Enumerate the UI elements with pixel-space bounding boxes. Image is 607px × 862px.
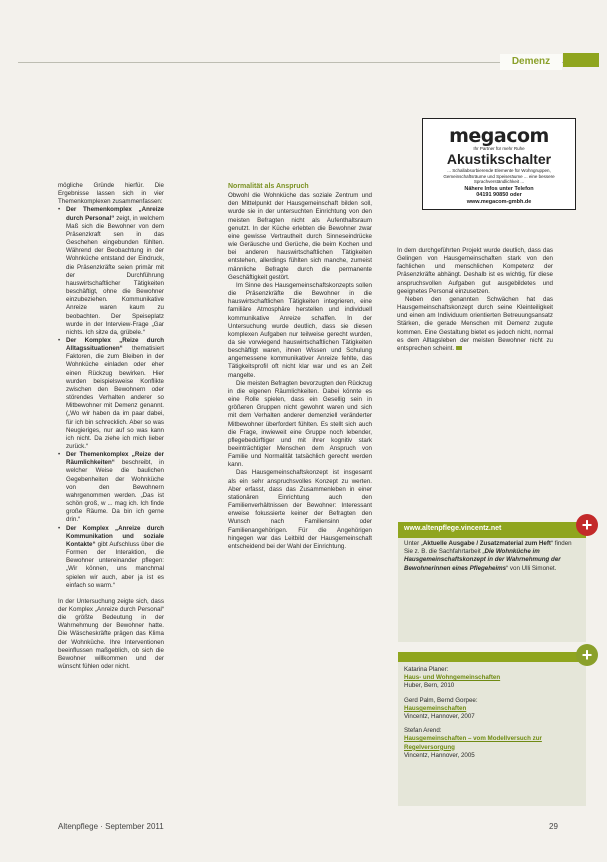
finding-head: Der Komplex „Reize durch Alltagssituationen“ xyxy=(66,336,164,353)
online-text-part: “ von Ulli Simonet. xyxy=(506,564,557,572)
literature-publisher: Vincentz, Hannover, 2007 xyxy=(404,713,475,721)
literature-author: Gerd Palm, Bernd Gorpee: xyxy=(404,696,478,704)
article-column-1 xyxy=(58,182,164,671)
literature-list xyxy=(398,662,586,806)
section-color-bar xyxy=(563,53,599,67)
col1-intro: mögliche Gründe hierfür. Die Ergebnisse lassen sich in vier Themenkomplexen zusammenfassen: xyxy=(58,182,164,206)
literature-entry xyxy=(404,666,580,691)
finding-text: beschreibt, in welcher Weise die baulichen Gegebenheiten der Wohnküche von den Bewohnern wahrgenommen werden. „Das ist schön groß, w ... mag ich. Ich finde große Räume. Da bin ich gerne drin.“ xyxy=(66,459,164,524)
literature-title[interactable]: Hausgemeinschaften – vom Modellversuch zur Regelversorgung xyxy=(404,735,542,751)
col2-paragraph: Die meisten Befragten bevorzugten den Rückzug in die eigenen Räumlichkeiten. Dabei könnte es eine Rolle spielen, dass ein Gesellig sein in größeren Gruppen nicht gewohnt waren und sich mit dem Verhalten anderer demenziell veränderter Mitbewohner überfordert fühlten. Es stellt sich auch die Frage, inwieweit eine Gruppe noch lebender, pflegebedürftiger und mit ihrer kognitiv stark beeinträchtigter Menschen dem Anspruch von Familie und Normalität tatsächlich gerecht werden kann. xyxy=(228,379,372,469)
finding-text: thematisiert Faktoren, die zum Bleiben in der Wohnküche einladen oder eher einen Rückzug bewirken. Hier wurden beispielsweise Konflikte zwischen den Bewohnern oder störendes Verhalten anderer so Mitbewohner mit Demenz genannt. („Wo wir haben da im paar dabei, für ich bin schrecklich. Aber so was Neugieriges, nur auf so was kann ich nicht. Da ziehe ich mich lieber zurück.“ xyxy=(66,345,164,450)
col2-paragraph: Das Hausgemeinschaftskonzept ist insgesamt als ein sehr anspruchsvolles Konzept zu werten. Aber erfasst, dass das Zusammenleben in einer stationären Einrichtung auch den Familienverhältnissen der Bewohner: Interessant erweise fokussierte keiner der Befragten den Wunsch nach Familiensinn oder Familienangehörigen. Für die Angehörigen hingegen war das Leitbild der Hausgemeinschaft entscheidend bei der Wahl der Einrichtung. xyxy=(228,469,372,550)
finding-item xyxy=(58,525,164,590)
literature-publisher: Vincentz, Hannover, 2005 xyxy=(404,751,475,759)
online-info-text xyxy=(398,538,586,642)
ad-contact-phone: 04191 90850 oder xyxy=(476,192,522,198)
finding-item xyxy=(58,337,164,451)
online-text-part: Unter „ xyxy=(404,540,423,547)
ad-logo: megacom xyxy=(449,125,549,147)
online-url[interactable]: www.altenpflege.vincentz.net xyxy=(398,522,586,538)
literature-publisher: Huber, Bern, 2010 xyxy=(404,682,455,690)
finding-text: zeigt, in welchem Maß sich die Bewohner von dem Präsenzkraft sen in das Geschehen eingebunden fühlten. Während der Beobachtung in der Wohnküche entstand der Eindruck, die Präsenzkräfte seien primär mit der Durchführung hauswirtschaftlicher Tätigkeiten beschäftigt, ohne die Bewohner einzubeziehen. Kommunikative Anreize waren kaum zu beobachten. Der Speiseplatz wurde in der Interview-Frage „Gar nichts. Ich sitze da, grübele.“ xyxy=(66,214,164,336)
article-end-mark xyxy=(456,346,462,350)
col2-paragraph: Im Sinne des Hausgemeinschaftskonzepts sollen die Präsenzkräfte die Bewohner in die hauswirtschaftlichen Tätigkeiten integrieren, eine familiäre Atmosphäre herstellen und individuell kommunikative Anreize schaffen. In der Untersuchung wurde deutlich, dass sie diesen komplexen Aufgaben nur teilweise gerecht wurden, da sie vorwiegend hauswirtschaftlichen Tätigkeiten beschäftigt waren, ihnen Wissen und Schulung angemessene kommunikativer Anreize fehlte, das Tätigkeitsprofil oft nicht klar war und es an Zeit mangelte. xyxy=(228,281,372,379)
online-text-strong: Aktuelle Ausgabe / Zusatzmaterial zum Heft xyxy=(422,540,551,547)
article-column-2 xyxy=(228,183,372,551)
article-column-3 xyxy=(397,247,553,353)
col3-paragraph-last xyxy=(397,296,553,353)
literature-title[interactable]: Hausgemeinschaften xyxy=(404,704,467,712)
plus-icon: + xyxy=(576,644,598,666)
subheading: Normalität als Anspruch xyxy=(228,183,309,190)
footer-publication: Altenpflege · September 2011 xyxy=(58,822,164,831)
literature-box xyxy=(398,652,586,804)
finding-head: Der Themenkomplex „Anreize durch Personal“ xyxy=(66,206,164,222)
col2-paragraph: Obwohl die Wohnküche das soziale Zentrum und den Mittelpunkt der Hausgemeinschaft bilden soll, wurde sie in der untersuchten Einrichtung von den meisten Befragten nicht als Aufenthaltsraum genutzt. In der Küche erlebten die Bewohner zwar eine gewisse Vertrautheit durch Sinneseindrücke wie Geräusche und Gerüche, die beim Kochen und bei anderen hauswirtschaftlichen Tätigkeiten entstehen, allerdings fühlten sich manche, zumeist männliche Befragte durch die permanente Geschäftigkeit gestört. xyxy=(228,192,372,281)
finding-head: Der Komplex „Anreize durch Kommunikation und soziale Kontakte“ xyxy=(66,524,164,548)
ad-contact xyxy=(423,186,575,206)
col1-outro: In der Untersuchung zeigte sich, dass der Komplex „Anreize durch Personal“ die größte Bedeutung in der Wahrnehmung der Bewohner hatte. Die Wäscheskräfte prägen das Klima der Wohnküche. Ihre Interventionen beeinflussen maßgeblich, ob sich die Bewohner willkommen und der wünscht fühlen oder nicht. xyxy=(58,597,164,671)
ad-title: Akustikschalter xyxy=(446,151,552,167)
literature-entry xyxy=(404,697,580,722)
literature-box-bar xyxy=(398,652,586,662)
finding-text: gibt Aufschluss über die Formen der Interaktion, die Bewohner untereinander pflegen: „Wir können, uns manchmal spielen wir auch, aber ja ist es einfach so warm.“ xyxy=(66,540,164,589)
literature-title[interactable]: Haus- und Wohngemeinschaften xyxy=(404,674,501,682)
page-number: 29 xyxy=(549,822,558,831)
col3-paragraph-text: Neben den genannten Schwächen hat das Hausgemeinschaftskonzept durch seine Kleinteiligkeit und einen am Individuum orientierten Betreuungsansatz Stärken, die gerade Menschen mit Demenz zugute kommen. Eine Gestaltung bietet es jedoch nicht, normal es dem Alltagsleben der meisten Bewohner nicht zu entsprechen scheint. xyxy=(397,295,553,352)
literature-author: Stefan Arend: xyxy=(404,727,442,735)
literature-author: Katarina Planer: xyxy=(404,666,449,673)
online-text-part: “ finden Sie z. B. die Sachfahrtarbeit „ xyxy=(404,540,572,556)
online-text-strong: Die Wohnküche im Hausgemeinschaftskonzept in der Wahrnehmung der Bewohnerinnen eines Pflegeheims xyxy=(404,548,561,572)
finding-item xyxy=(58,451,164,524)
ad-body: ... Schallabsorbierende Elemente für Wohngruppen, Gemeinschaftsräume und Speiseräume ... eine bessere Sprachverständlichkeit ... xyxy=(443,168,555,184)
online-info-box xyxy=(398,522,586,638)
plus-icon: + xyxy=(576,514,598,536)
literature-entry xyxy=(404,727,580,760)
section-label: Demenz xyxy=(500,54,562,70)
col3-paragraph: In dem durchgeführten Projekt wurde deutlich, dass das Gelingen von Hausgemeinschaften stark von den fachlichen und menschlichen Kompetenz der Präsenzkräfte abhängt. Deshalb ist es wichtig, für diese anspruchsvollen Aufgaben gut ausgebildetes und geeignetes Personal einzusetzen. xyxy=(397,247,553,295)
findings-list xyxy=(58,206,164,589)
advertisement-megacom[interactable] xyxy=(422,118,576,210)
finding-item xyxy=(58,206,164,337)
ad-contact-url: www.megacom-gmbh.de xyxy=(466,198,532,205)
finding-head: Der Themenkomplex „Reize der Räumlichkeiten“ xyxy=(66,451,164,467)
ad-tagline: Ihr Partner für mehr Ruhe xyxy=(473,146,525,151)
ad-contact-line-1: Nähere Infos unter Telefon xyxy=(464,185,534,192)
